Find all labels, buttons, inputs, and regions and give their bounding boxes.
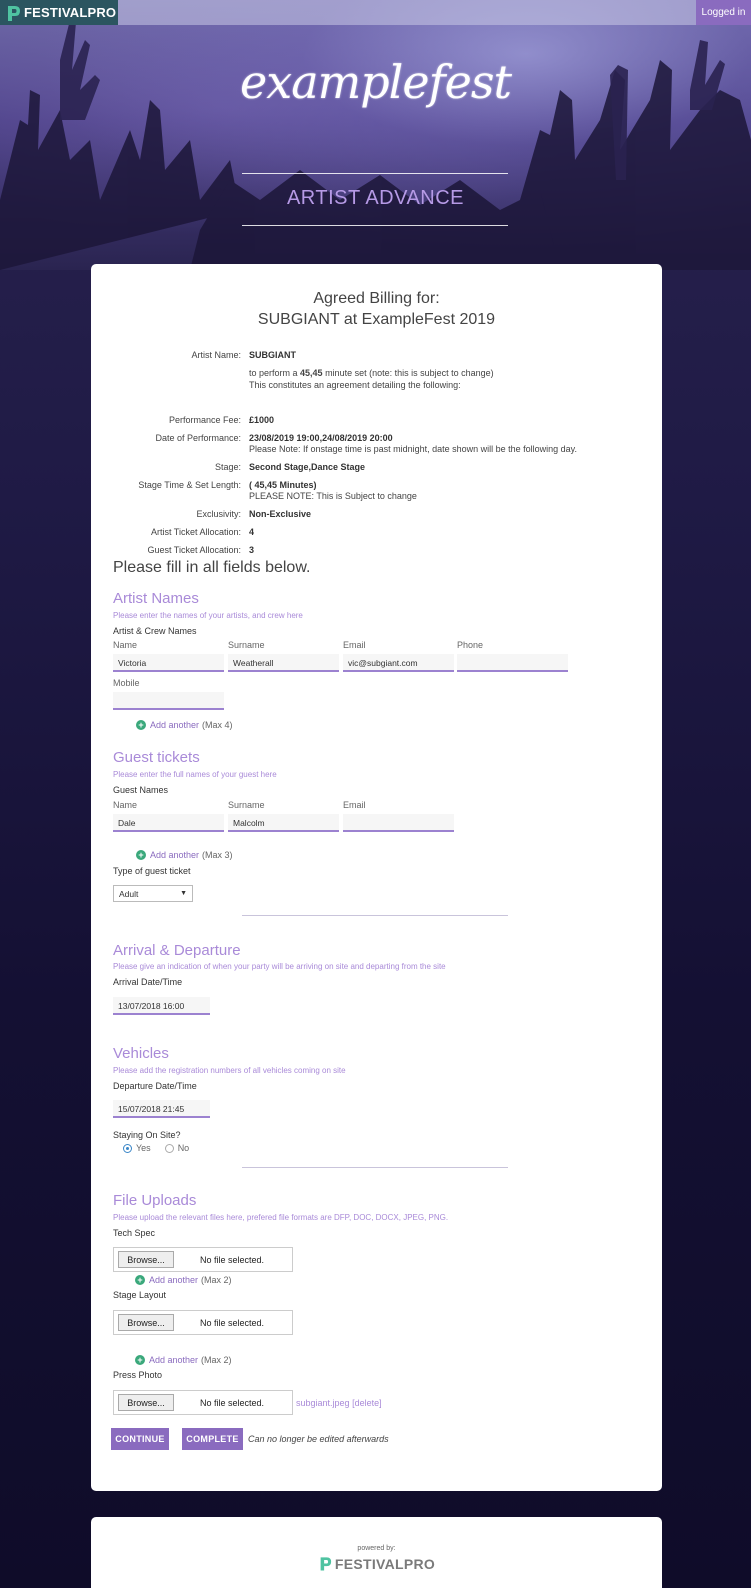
arrival-title: Arrival & Departure xyxy=(113,942,241,959)
caret-down-icon: ▼ xyxy=(180,890,187,897)
artist-names-subtitle: Please enter the names of your artists, and crew here xyxy=(113,611,303,620)
guest-names-label: Guest Names xyxy=(113,785,169,795)
guest-name-input[interactable]: Dale xyxy=(113,814,224,832)
press-photo-file-status: No file selected. xyxy=(200,1397,265,1408)
plus-circle-icon: + xyxy=(135,1275,145,1285)
guest-email-col-label: Email xyxy=(343,800,366,810)
add-another-link[interactable]: Add another xyxy=(150,850,200,860)
complete-button[interactable]: COMPLETE xyxy=(182,1428,243,1450)
tech-spec-file-status: No file selected. xyxy=(200,1254,265,1265)
title-divider-top xyxy=(242,173,508,174)
guest-tickets-title: Guest tickets xyxy=(113,749,200,766)
stage-layout-file-input[interactable] xyxy=(113,1310,293,1335)
advance-form-card xyxy=(91,264,662,1491)
artist-mobile-input[interactable] xyxy=(113,692,224,710)
logged-in-button[interactable]: Logged in xyxy=(696,0,751,25)
artist-phone-col-label: Phone xyxy=(457,640,484,650)
uploads-title: File Uploads xyxy=(113,1192,197,1209)
artist-name-label: Artist Name: xyxy=(191,350,241,360)
delete-file-link[interactable]: [delete] xyxy=(352,1398,382,1408)
set-length-value: ( 45,45 Minutes) xyxy=(249,480,317,490)
add-another-max: (Max 2) xyxy=(201,1275,232,1285)
guest-ticket-type-label: Type of guest ticket xyxy=(113,866,191,876)
guest-surname-col-label: Surname xyxy=(228,800,265,810)
add-another-link[interactable]: Add another xyxy=(150,720,200,730)
billing-heading-line1: Agreed Billing for: xyxy=(313,290,440,307)
footer-brand-name: FESTIVALPRO xyxy=(334,1555,436,1572)
guest-tickets-subtitle: Please enter the full names of your guest here xyxy=(113,770,277,779)
exclusivity-value: Non-Exclusive xyxy=(249,509,312,519)
artist-tickets-value: 4 xyxy=(249,527,255,537)
arrival-datetime-label: Arrival Date/Time xyxy=(113,977,183,987)
perform-note: to perform a 45,45 minute set (note: this is subject to change) xyxy=(249,368,494,378)
add-another-max: (Max 2) xyxy=(201,1355,232,1365)
artist-names-title: Artist Names xyxy=(113,590,199,607)
billing-heading-line2: SUBGIANT at ExampleFest 2019 xyxy=(257,311,496,328)
plus-circle-icon: + xyxy=(136,720,146,730)
page-title: ARTIST ADVANCE xyxy=(286,187,465,209)
section-divider xyxy=(242,1167,508,1168)
uploads-subtitle: Please upload the relevant files here, prefered file formats are DFP, DOC, DOCX, JPEG, PNG. xyxy=(113,1213,449,1222)
vehicles-title: Vehicles xyxy=(113,1045,169,1062)
staying-no-radio[interactable] xyxy=(165,1144,174,1153)
set-length-label: Stage Time & Set Length: xyxy=(138,480,241,490)
fill-fields-title: Please fill in all fields below. xyxy=(113,559,311,576)
set-length-note: PLEASE NOTE: This is Subject to change xyxy=(249,491,417,501)
date-label: Date of Performance: xyxy=(155,433,241,443)
artist-email-input[interactable]: vic@subgiant.com xyxy=(343,654,454,672)
plus-circle-icon: + xyxy=(136,850,146,860)
arrival-subtitle: Please give an indication of when your party will be arriving on site and departing from the site xyxy=(113,962,446,971)
festival-logo: examplefest xyxy=(240,55,511,109)
tech-spec-label: Tech Spec xyxy=(113,1228,156,1238)
artist-crew-label: Artist & Crew Names xyxy=(113,626,197,636)
date-note: Please Note: If onstage time is past midnight, date shown will be the following day. xyxy=(249,444,578,454)
stage-layout-browse-button[interactable]: Browse... xyxy=(118,1314,174,1331)
departure-datetime-label: Departure Date/Time xyxy=(113,1081,197,1091)
complete-warning: Can no longer be edited afterwards xyxy=(248,1434,389,1444)
tech-spec-file-input[interactable] xyxy=(113,1247,293,1272)
artist-mobile-col-label: Mobile xyxy=(113,678,140,688)
festivalpro-logo-icon xyxy=(5,4,21,22)
fee-label: Performance Fee: xyxy=(168,415,241,425)
artist-phone-input[interactable] xyxy=(457,654,568,672)
stage-layout-file-status: No file selected. xyxy=(200,1317,265,1328)
guest-tickets-value: 3 xyxy=(249,545,255,555)
hero-banner xyxy=(0,0,751,270)
artist-tickets-label: Artist Ticket Allocation: xyxy=(150,527,241,537)
staying-yes-label: Yes xyxy=(136,1143,151,1153)
artist-name-value: SUBGIANT xyxy=(249,350,296,360)
artist-surname-input[interactable]: Weatherall xyxy=(228,654,339,672)
guest-ticket-type-value: Adult xyxy=(119,888,139,899)
vehicles-subtitle: Please add the registration numbers of all vehicles coming on site xyxy=(113,1066,346,1075)
press-photo-file-input[interactable] xyxy=(113,1390,293,1415)
tech-spec-add-another[interactable] xyxy=(135,1275,232,1285)
staying-no-label: No xyxy=(177,1143,190,1153)
artist-email-col-label: Email xyxy=(343,640,366,650)
add-another-link[interactable]: Add another xyxy=(149,1275,199,1285)
departure-datetime-input[interactable]: 15/07/2018 21:45 xyxy=(113,1100,210,1118)
date-value: 23/08/2019 19:00,24/08/2019 20:00 xyxy=(249,433,393,443)
press-photo-existing xyxy=(296,1398,382,1408)
footer-card xyxy=(91,1517,662,1588)
artist-name-col-label: Name xyxy=(113,640,138,650)
add-another-max: (Max 3) xyxy=(202,850,233,860)
stage-value: Second Stage,Dance Stage xyxy=(249,462,366,472)
exclusivity-label: Exclusivity: xyxy=(196,509,241,519)
festivalpro-home-link[interactable] xyxy=(0,0,118,25)
footer-brand xyxy=(91,1555,662,1572)
add-another-max: (Max 4) xyxy=(202,720,233,730)
staying-on-site-label: Staying On Site? xyxy=(113,1130,181,1140)
guest-ticket-type-select[interactable] xyxy=(113,885,193,902)
agreement-note: This constitutes an agreement detailing the following: xyxy=(249,380,461,390)
arrival-datetime-input[interactable]: 13/07/2018 16:00 xyxy=(113,997,210,1015)
billing-heading xyxy=(91,288,662,330)
press-photo-browse-button[interactable]: Browse... xyxy=(118,1394,174,1411)
press-photo-label: Press Photo xyxy=(113,1370,163,1380)
fee-value: £1000 xyxy=(249,415,275,425)
tech-spec-browse-button[interactable]: Browse... xyxy=(118,1251,174,1268)
plus-circle-icon: + xyxy=(135,1355,145,1365)
festivalpro-logo-icon xyxy=(318,1555,332,1572)
artist-add-another[interactable] xyxy=(136,720,233,730)
guest-name-col-label: Name xyxy=(113,800,138,810)
guest-email-input[interactable] xyxy=(343,814,454,832)
stage-label: Stage: xyxy=(214,462,241,472)
brand-name: FESTIVALPRO xyxy=(24,5,117,20)
add-another-link[interactable]: Add another xyxy=(149,1355,199,1365)
stage-layout-label: Stage Layout xyxy=(113,1290,167,1300)
guest-surname-input[interactable]: Malcolm xyxy=(228,814,339,832)
stage-layout-add-another[interactable] xyxy=(135,1355,232,1365)
staying-yes-radio[interactable] xyxy=(123,1144,132,1153)
powered-by-label: powered by: xyxy=(357,1545,396,1552)
continue-button[interactable]: CONTINUE xyxy=(111,1428,169,1450)
existing-file-link[interactable]: subgiant.jpeg xyxy=(296,1398,350,1408)
crowd-hands-image xyxy=(0,0,751,270)
staying-on-site-radios xyxy=(123,1143,189,1153)
guest-tickets-label: Guest Ticket Allocation: xyxy=(147,545,241,555)
title-divider-bottom xyxy=(242,225,508,226)
section-divider xyxy=(242,915,508,916)
guest-add-another[interactable] xyxy=(136,850,233,860)
artist-surname-col-label: Surname xyxy=(228,640,265,650)
artist-name-input[interactable]: Victoria xyxy=(113,654,224,672)
